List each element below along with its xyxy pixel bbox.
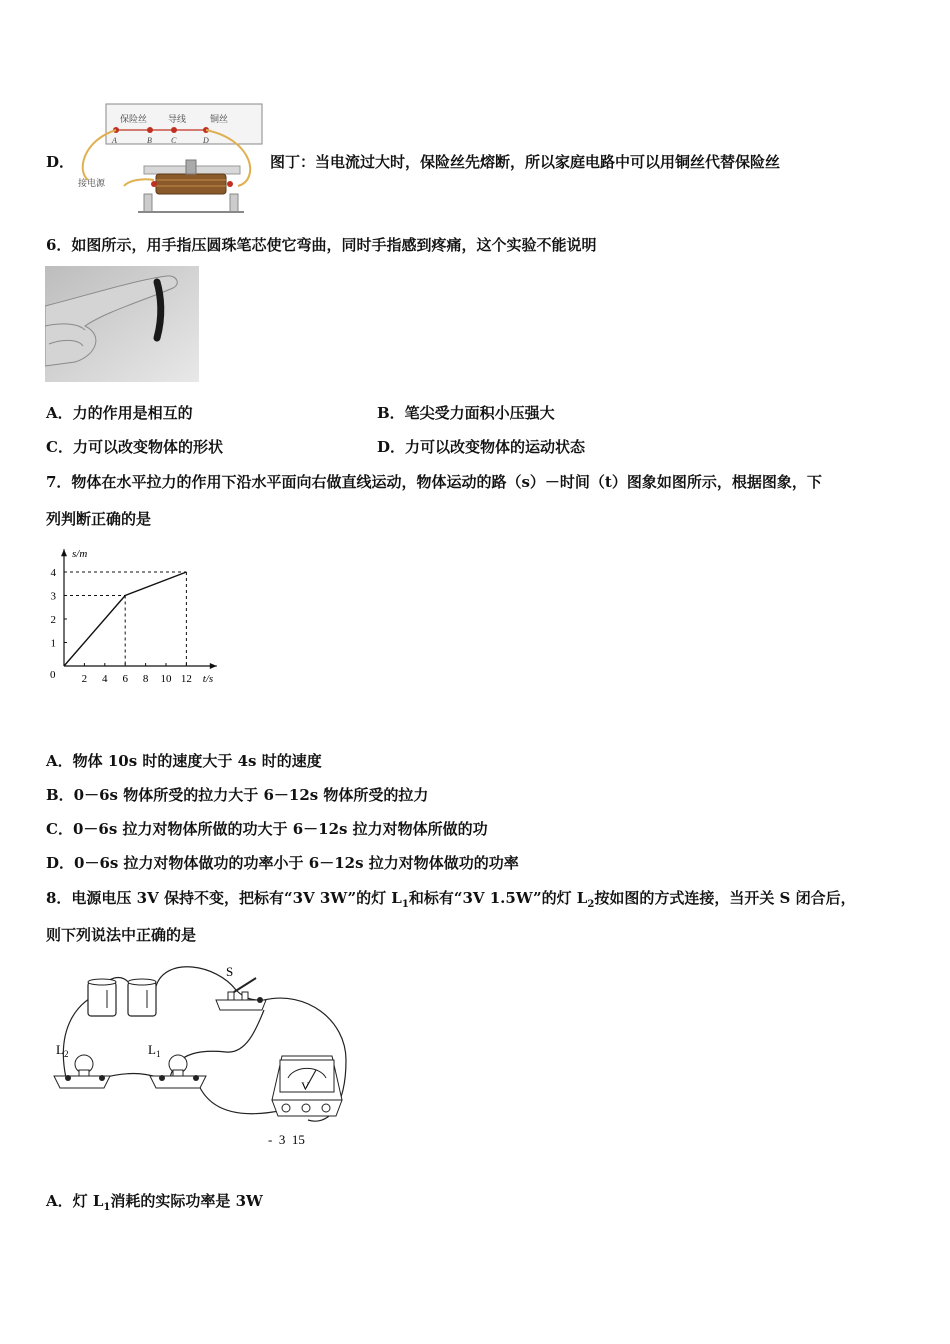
q8-stem-line2: 则下列说法中正确的是 <box>46 926 197 944</box>
q5-option-d-letter: D． <box>46 153 75 171</box>
svg-text:C: C <box>171 136 177 145</box>
q6-option-c: C．力可以改变物体的形状 <box>46 438 223 456</box>
y-tick-label: 1 <box>50 637 56 650</box>
y-axis-label: s/m <box>72 548 88 561</box>
power-label: 接电源 <box>78 178 106 188</box>
x-tick-label: 2 <box>81 673 88 685</box>
svg-text:D: D <box>203 136 209 145</box>
lamp1-label: $L_1$ <box>148 1042 161 1059</box>
y-tick-label: 3 <box>50 590 56 603</box>
q8-stem-line1: 8．电源电压 3V 保持不变，把标有“3V 3W”的灯 $L_1$和标有“3V 1.5W”的灯 $L_2$按如图的方式连接，当开关 S 闭合后， <box>46 889 856 910</box>
finger-pen-photo <box>45 266 199 382</box>
q6-stem: 6．如图所示，用手指压圆珠笔芯使它弯曲，同时手指感到疼痛，这个实验不能说明 <box>46 236 597 254</box>
y-axis-arrow <box>61 549 67 556</box>
copper-label: 铜丝 <box>210 114 229 124</box>
origin-label: 0 <box>50 669 56 681</box>
x-tick-label: 4 <box>102 673 108 685</box>
circuit-figure <box>46 960 352 1150</box>
q7-option-b: B．0－6s 物体所受的拉力大于 6－12s 物体所受的拉力 <box>46 786 429 804</box>
x-tick-label: 10 <box>160 673 172 685</box>
switch-label: S <box>226 964 234 979</box>
q7-stem-line2: 列判断正确的是 <box>46 510 152 528</box>
q6-option-a: A．力的作用是相互的 <box>46 404 193 422</box>
x-tick-label: 12 <box>180 673 192 685</box>
q5-option-d-text: 图丁：当电流过大时，保险丝先熔断，所以家庭电路中可以用铜丝代替保险丝 <box>270 153 781 171</box>
lamp2-label: $L_2$ <box>56 1042 69 1059</box>
meter-terminals: - 3 15 <box>268 1132 305 1147</box>
y-tick-label: 4 <box>50 567 56 579</box>
q7-stem-line1: 7．物体在水平拉力的作用下沿水平面向右做直线运动，物体运动的路（s）－时间（t）图象如图所示，根据图象，下 <box>46 473 822 491</box>
fuse-label: 保险丝 <box>120 114 148 124</box>
svg-text:B: B <box>147 136 152 145</box>
svg-text:A: A <box>112 136 117 145</box>
meter-label: V <box>301 1079 310 1093</box>
x-tick-label: 6 <box>122 673 128 685</box>
wire-label: 导线 <box>168 114 187 124</box>
q7-option-a: A．物体 10s 时的速度大于 4s 时的速度 <box>46 752 322 770</box>
x-axis-arrow <box>210 663 217 669</box>
fuse-figure <box>74 100 268 218</box>
q7-option-c: C．0－6s 拉力对物体所做的功大于 6－12s 拉力对物体所做的功 <box>46 820 488 838</box>
x-tick-label: 8 <box>142 673 149 685</box>
q8-option-a: A．灯 $L_1$消耗的实际功率是 3W <box>46 1192 263 1213</box>
y-tick-label: 2 <box>50 614 56 626</box>
q6-option-d: D．力可以改变物体的运动状态 <box>377 438 586 456</box>
x-axis-label: t/s <box>202 673 214 685</box>
q6-option-b: B．笔尖受力面积小压强大 <box>377 404 555 422</box>
st-chart <box>40 538 246 690</box>
q7-option-d: D．0－6s 拉力对物体做功的功率小于 6－12s 拉力对物体做功的功率 <box>46 854 519 872</box>
